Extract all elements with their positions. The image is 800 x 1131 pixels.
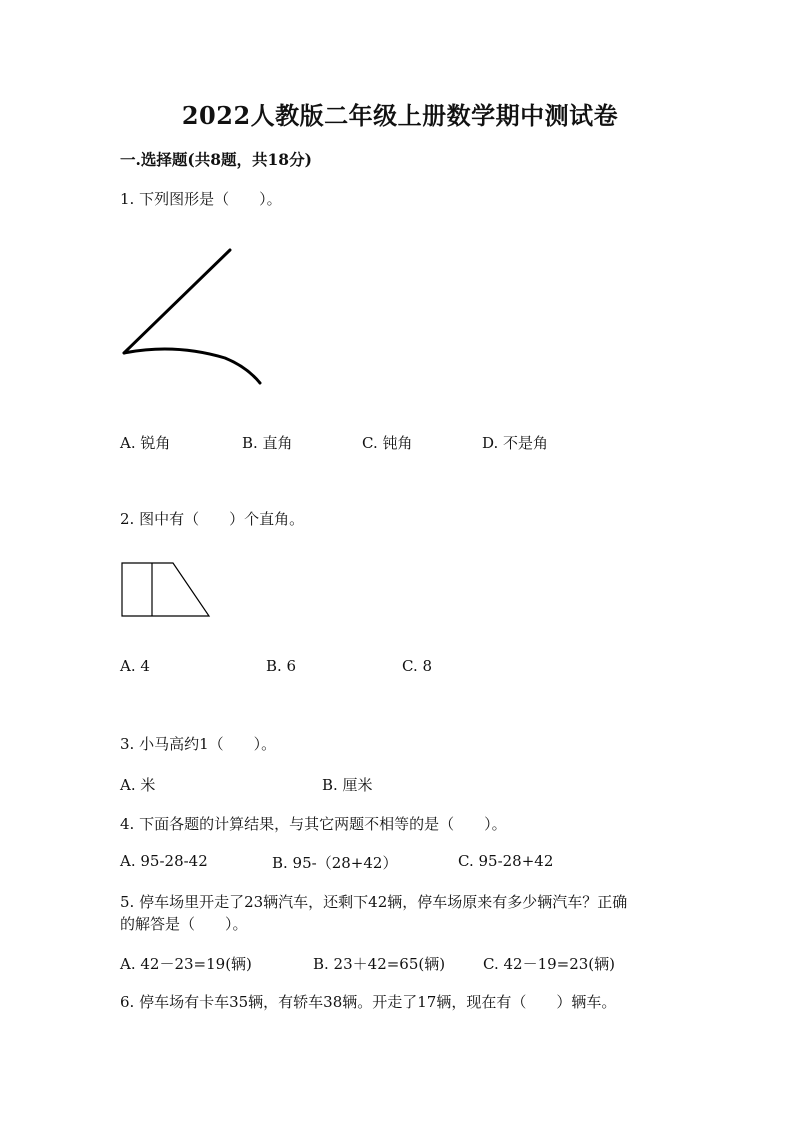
q1-option-a[interactable]: A. 锐角 — [120, 434, 171, 452]
q2-option-b[interactable]: B. 6 — [266, 657, 297, 675]
question-2: 2. 图中有（ ）个直角。 — [120, 510, 305, 528]
q4-option-b[interactable]: B. 95-（28+42） — [272, 854, 398, 872]
q5-option-a[interactable]: A. 42－23=19(辆) — [120, 955, 252, 973]
q4-option-a[interactable]: A. 95-28-42 — [120, 852, 208, 870]
q5-option-b[interactable]: B. 23＋42=65(辆) — [313, 955, 446, 973]
q2-option-a[interactable]: A. 4 — [120, 657, 150, 675]
q1-option-d[interactable]: D. 不是角 — [482, 434, 549, 452]
question-1: 1. 下列图形是（ ）。 — [120, 190, 282, 208]
question-4: 4. 下面各题的计算结果，与其它两题不相等的是（ ）。 — [120, 815, 507, 833]
q1-option-b[interactable]: B. 直角 — [242, 434, 293, 452]
q3-option-b[interactable]: B. 厘米 — [322, 776, 373, 794]
q3-option-a[interactable]: A. 米 — [120, 776, 156, 794]
angle-figure — [115, 240, 275, 400]
question-3: 3. 小马高约1（ ）。 — [120, 735, 277, 753]
q1-option-c[interactable]: C. 钝角 — [362, 434, 413, 452]
section-heading: 一.选择题(共8题，共18分) — [120, 150, 312, 169]
trapezoid-figure — [118, 560, 214, 620]
q5-option-c[interactable]: C. 42－19=23(辆) — [483, 955, 616, 973]
question-5-line-1: 5. 停车场里开走了23辆汽车，还剩下42辆，停车场原来有多少辆汽车？正确 — [120, 893, 628, 911]
q4-option-c[interactable]: C. 95-28+42 — [458, 852, 554, 870]
question-5-line-2: 的解答是（ ）。 — [120, 915, 248, 933]
q2-option-c[interactable]: C. 8 — [402, 657, 433, 675]
page-title: 2022人教版二年级上册数学期中测试卷 — [181, 101, 619, 130]
question-6: 6. 停车场有卡车35辆，有轿车38辆。开走了17辆，现在有（ ）辆车。 — [120, 993, 617, 1011]
